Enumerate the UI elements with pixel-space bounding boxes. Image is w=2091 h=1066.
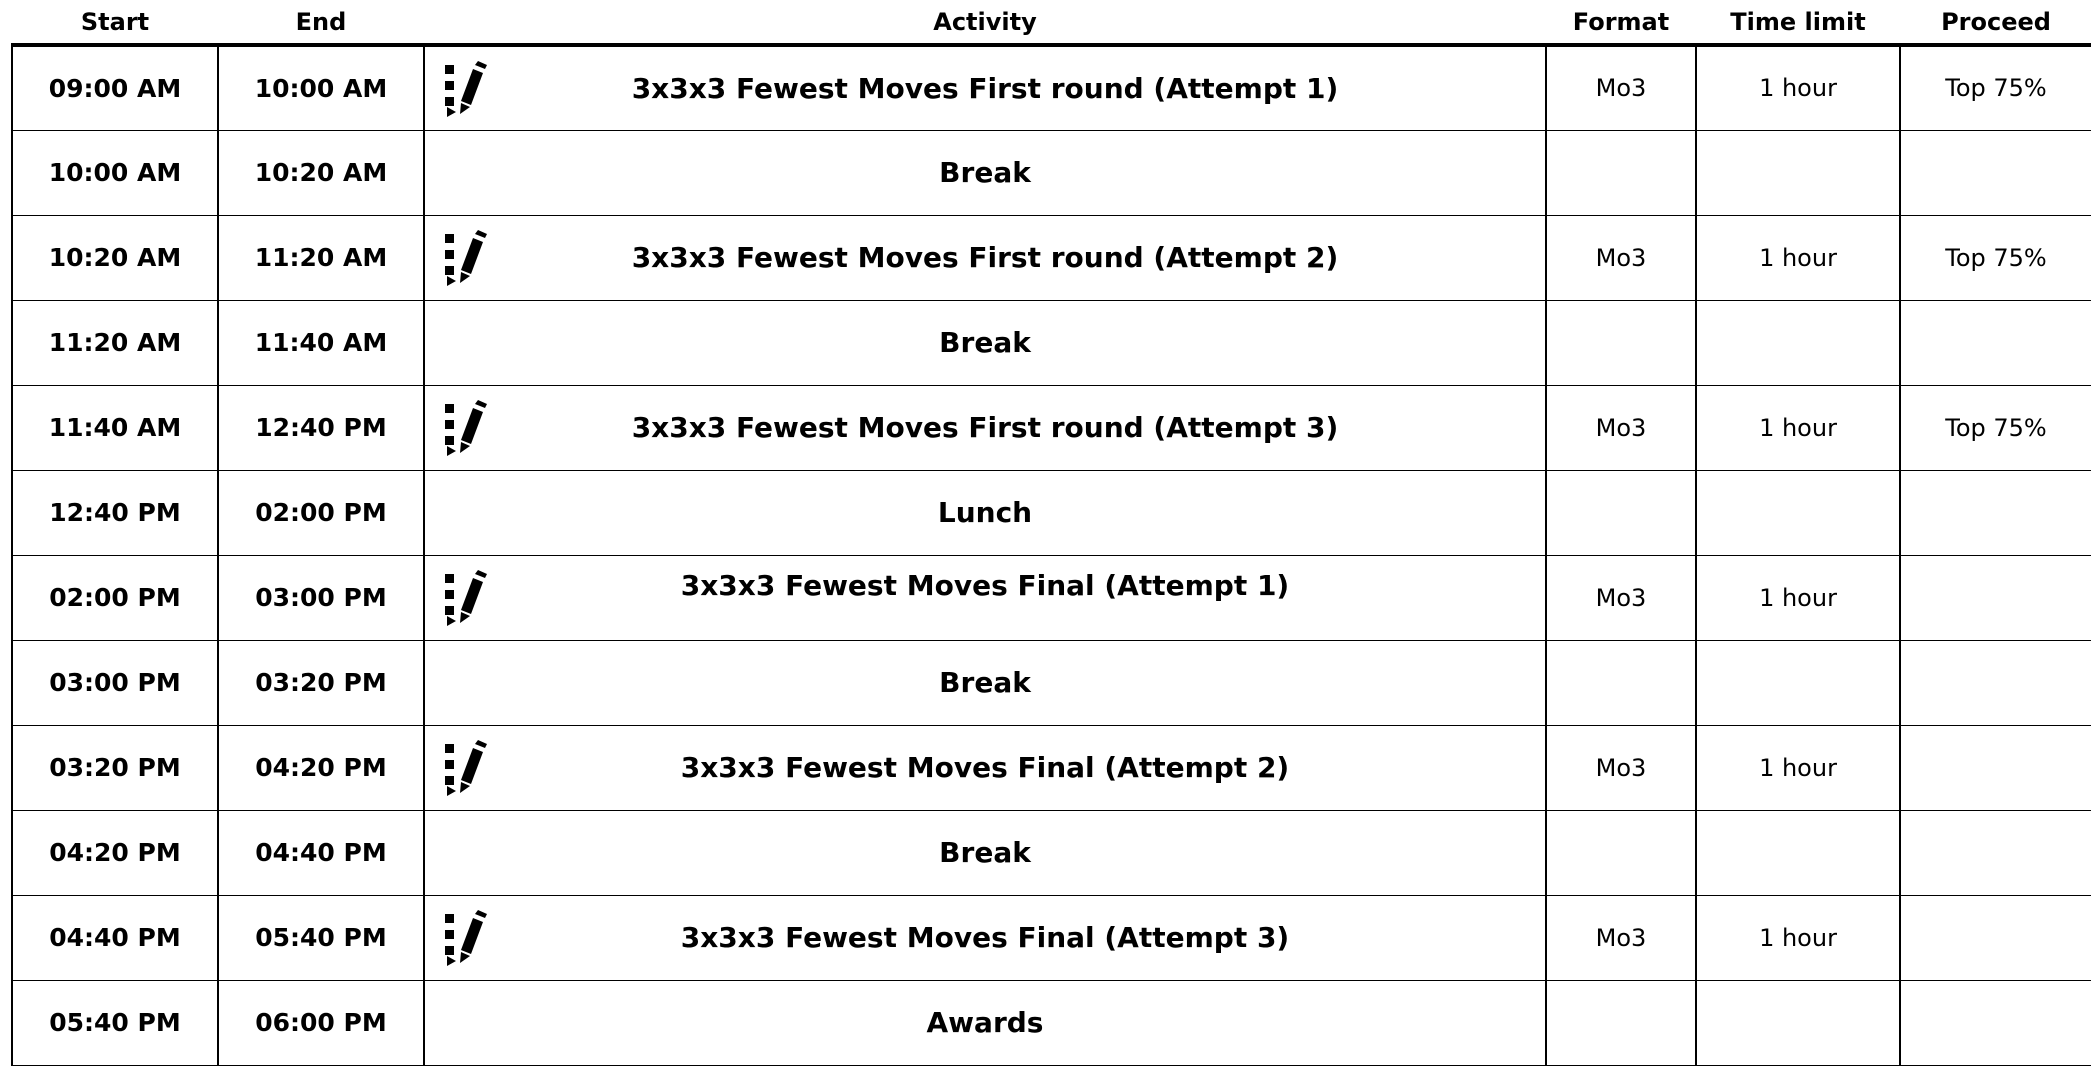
end-time: 02:00 PM	[218, 470, 424, 555]
time-limit-cell	[1696, 300, 1900, 385]
schedule-table	[11, 0, 2091, 1066]
time-limit-cell	[1696, 640, 1900, 725]
schedule-row	[12, 130, 2091, 215]
end-time: 03:20 PM	[218, 640, 424, 725]
format-cell: Mo3	[1546, 385, 1696, 470]
fewest-moves-icon	[443, 740, 491, 796]
activity-cell	[424, 555, 1546, 640]
start-time: 09:00 AM	[12, 45, 218, 130]
end-time: 05:40 PM	[218, 895, 424, 980]
start-time: 11:40 AM	[12, 385, 218, 470]
format-cell: Mo3	[1546, 895, 1696, 980]
activity-name: 3x3x3 Fewest Moves First round (Attempt 3)	[631, 411, 1339, 444]
activity-name: 3x3x3 Fewest Moves Final (Attempt 1)	[680, 569, 1290, 602]
schedule-row	[12, 555, 2091, 640]
format-cell	[1546, 300, 1696, 385]
proceed-cell: Top 75%	[1900, 215, 2091, 300]
start-time: 12:40 PM	[12, 470, 218, 555]
activity-name: 3x3x3 Fewest Moves Final (Attempt 2)	[680, 751, 1290, 784]
end-time: 04:20 PM	[218, 725, 424, 810]
start-time: 04:40 PM	[12, 895, 218, 980]
activity-name: Awards	[926, 1006, 1044, 1039]
proceed-cell	[1900, 725, 2091, 810]
proceed-cell	[1900, 130, 2091, 215]
proceed-cell	[1900, 895, 2091, 980]
activity-cell	[424, 810, 1546, 895]
proceed-cell	[1900, 300, 2091, 385]
activity-name: Break	[939, 836, 1031, 869]
activity-cell	[424, 980, 1546, 1065]
end-time: 10:00 AM	[218, 45, 424, 130]
proceed-cell	[1900, 470, 2091, 555]
end-time: 06:00 PM	[218, 980, 424, 1065]
activity-name: 3x3x3 Fewest Moves First round (Attempt 2)	[631, 241, 1339, 274]
time-limit-cell	[1696, 980, 1900, 1065]
fewest-moves-icon	[443, 230, 491, 286]
time-limit-cell	[1696, 810, 1900, 895]
activity-cell	[424, 130, 1546, 215]
format-cell	[1546, 810, 1696, 895]
schedule-row	[12, 470, 2091, 555]
schedule-row	[12, 725, 2091, 810]
end-time: 11:40 AM	[218, 300, 424, 385]
proceed-cell	[1900, 555, 2091, 640]
schedule-row	[12, 895, 2091, 980]
schedule-row	[12, 980, 2091, 1065]
activity-cell	[424, 725, 1546, 810]
column-header-format: Format	[1546, 0, 1696, 45]
format-cell	[1546, 980, 1696, 1065]
fewest-moves-icon	[443, 570, 491, 626]
format-cell	[1546, 640, 1696, 725]
activity-cell	[424, 640, 1546, 725]
column-header-activity: Activity	[424, 0, 1546, 45]
activity-name: Lunch	[937, 496, 1033, 529]
fewest-moves-icon	[443, 61, 491, 117]
time-limit-cell: 1 hour	[1696, 725, 1900, 810]
activity-cell	[424, 215, 1546, 300]
time-limit-cell: 1 hour	[1696, 45, 1900, 130]
schedule-row	[12, 45, 2091, 130]
activity-cell	[424, 470, 1546, 555]
time-limit-cell: 1 hour	[1696, 555, 1900, 640]
format-cell: Mo3	[1546, 215, 1696, 300]
proceed-cell: Top 75%	[1900, 385, 2091, 470]
format-cell	[1546, 470, 1696, 555]
start-time: 10:00 AM	[12, 130, 218, 215]
activity-cell	[424, 300, 1546, 385]
column-header-end: End	[218, 0, 424, 45]
end-time: 10:20 AM	[218, 130, 424, 215]
format-cell	[1546, 130, 1696, 215]
time-limit-cell: 1 hour	[1696, 385, 1900, 470]
fewest-moves-icon	[443, 910, 491, 966]
start-time: 05:40 PM	[12, 980, 218, 1065]
proceed-cell	[1900, 640, 2091, 725]
activity-name: Break	[939, 666, 1031, 699]
time-limit-cell	[1696, 130, 1900, 215]
activity-cell	[424, 45, 1546, 130]
time-limit-cell: 1 hour	[1696, 895, 1900, 980]
schedule-row	[12, 215, 2091, 300]
activity-name: Break	[939, 326, 1031, 359]
activity-name: 3x3x3 Fewest Moves First round (Attempt 1)	[631, 71, 1339, 105]
activity-cell	[424, 895, 1546, 980]
end-time: 11:20 AM	[218, 215, 424, 300]
time-limit-cell: 1 hour	[1696, 215, 1900, 300]
proceed-cell	[1900, 810, 2091, 895]
schedule-row	[12, 385, 2091, 470]
activity-cell	[424, 385, 1546, 470]
activity-name: 3x3x3 Fewest Moves Final (Attempt 3)	[680, 921, 1290, 954]
header-row	[12, 0, 2091, 45]
start-time: 04:20 PM	[12, 810, 218, 895]
start-time: 10:20 AM	[12, 215, 218, 300]
column-header-proceed: Proceed	[1900, 0, 2091, 45]
start-time: 03:00 PM	[12, 640, 218, 725]
fewest-moves-icon	[443, 400, 491, 456]
format-cell: Mo3	[1546, 555, 1696, 640]
schedule-row	[12, 810, 2091, 895]
column-header-start: Start	[12, 0, 218, 45]
format-cell: Mo3	[1546, 725, 1696, 810]
end-time: 04:40 PM	[218, 810, 424, 895]
proceed-cell	[1900, 980, 2091, 1065]
start-time: 03:20 PM	[12, 725, 218, 810]
time-limit-cell	[1696, 470, 1900, 555]
start-time: 02:00 PM	[12, 555, 218, 640]
end-time: 03:00 PM	[218, 555, 424, 640]
activity-name: Break	[939, 156, 1031, 189]
end-time: 12:40 PM	[218, 385, 424, 470]
schedule-row	[12, 300, 2091, 385]
column-header-time-limit: Time limit	[1696, 0, 1900, 45]
schedule-row	[12, 640, 2091, 725]
format-cell: Mo3	[1546, 45, 1696, 130]
start-time: 11:20 AM	[12, 300, 218, 385]
proceed-cell: Top 75%	[1900, 45, 2091, 130]
